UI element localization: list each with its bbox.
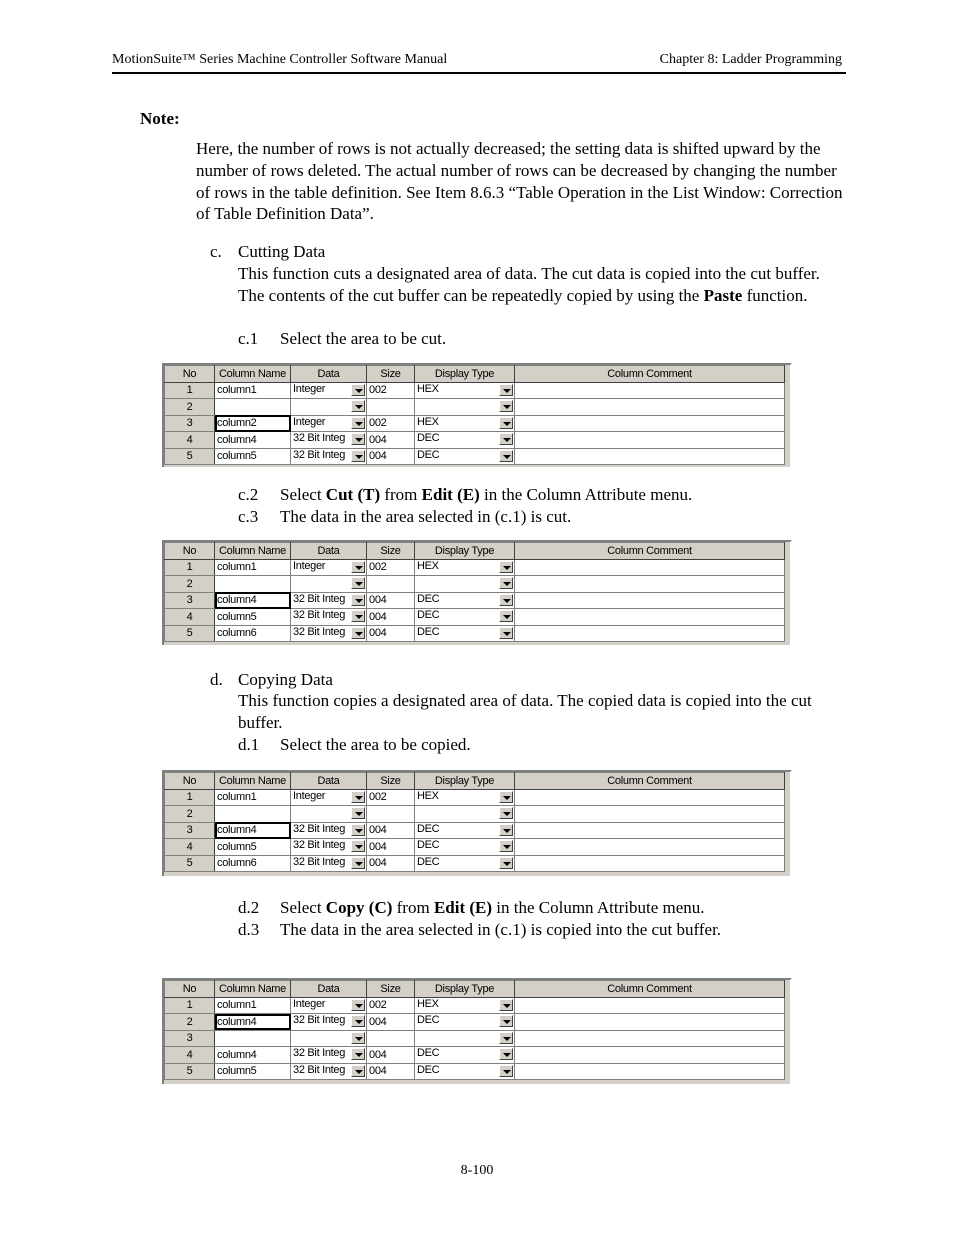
column-name-cell[interactable]: column4 — [215, 432, 291, 449]
display-type-dropdown-value: DEC — [417, 592, 440, 605]
display-type-dropdown[interactable] — [415, 1063, 515, 1080]
step-d1-text: Select the area to be copied. — [280, 735, 471, 754]
cutting-desc-1: This function cuts a designated area of data. The cut data is copied into the cut buffer. The contents of the cut buffer can be repeatedly copied by using the — [238, 264, 820, 305]
step-c2-text-m: from — [380, 485, 422, 504]
data-type-dropdown[interactable] — [291, 839, 367, 856]
column-comment-cell[interactable] — [515, 448, 785, 465]
column-comment-cell[interactable] — [515, 415, 785, 432]
row-number[interactable]: 3 — [165, 592, 215, 609]
column-attribute-grid — [164, 542, 785, 642]
data-type-dropdown[interactable] — [291, 448, 367, 465]
size-cell[interactable]: 002 — [367, 382, 415, 399]
column-comment-cell[interactable] — [515, 1030, 785, 1047]
display-type-dropdown[interactable] — [415, 1030, 515, 1047]
column-name-cell[interactable]: column6 — [215, 855, 291, 872]
table-row — [165, 382, 785, 399]
chevron-down-icon[interactable] — [499, 433, 513, 445]
size-cell[interactable] — [367, 1030, 415, 1047]
step-d2-text-m: from — [392, 898, 434, 917]
header-display-type[interactable]: Display Type — [415, 366, 515, 383]
chevron-down-icon[interactable] — [499, 610, 513, 622]
chevron-down-icon[interactable] — [351, 417, 365, 429]
display-type-dropdown-value: HEX — [417, 997, 439, 1010]
data-type-dropdown[interactable] — [291, 1030, 367, 1047]
column-table-4 — [162, 978, 792, 1084]
size-cell[interactable]: 002 — [367, 789, 415, 806]
header-chapter: Chapter 8: Ladder Programming — [659, 52, 842, 67]
column-comment-cell[interactable] — [515, 1014, 785, 1031]
chevron-down-icon[interactable] — [351, 1015, 365, 1027]
header-no[interactable]: No — [165, 366, 215, 383]
size-cell[interactable]: 004 — [367, 1014, 415, 1031]
step-d2-text-a: Select — [280, 898, 326, 917]
note-label: Note: — [140, 109, 180, 128]
display-type-dropdown[interactable] — [415, 822, 515, 839]
step-d2-text-e: in the Column Attribute menu. — [492, 898, 705, 917]
header-data[interactable]: Data — [291, 773, 367, 790]
header-column-comment[interactable]: Column Comment — [515, 981, 785, 998]
chevron-down-icon[interactable] — [351, 791, 365, 803]
header-size[interactable]: Size — [367, 366, 415, 383]
copying-title: Copying Data — [238, 670, 333, 689]
step-d1-label: d.1 — [238, 735, 260, 754]
column-name-cell[interactable]: column4 — [215, 822, 291, 839]
step-c2-cut-command: Cut (T) — [325, 485, 381, 504]
row-number[interactable]: 1 — [165, 382, 215, 399]
row-number[interactable]: 3 — [165, 1030, 215, 1047]
header-no[interactable]: No — [165, 981, 215, 998]
chevron-down-icon[interactable] — [499, 561, 513, 573]
column-comment-cell[interactable] — [515, 432, 785, 449]
data-type-dropdown-value: 32 Bit Integ — [293, 432, 346, 444]
data-type-dropdown-value: 32 Bit Integ — [293, 592, 346, 605]
row-number[interactable]: 5 — [165, 448, 215, 465]
column-table-1 — [162, 363, 792, 467]
chevron-down-icon[interactable] — [351, 857, 365, 869]
column-name-cell[interactable]: column1 — [215, 559, 291, 576]
note-text: Here, the number of rows is not actually decreased; the setting data is shifted upward by the number of rows deleted. The actual number of rows can be decreased by changing the number of rows in the table definition. See Item 8.6.3 “Table Operation in the List Window: Correction of Table Definition Data”. — [196, 139, 843, 224]
cutting-marker: c. — [210, 242, 222, 261]
step-d3-label: d.3 — [238, 920, 260, 939]
size-cell[interactable]: 004 — [367, 592, 415, 609]
display-type-dropdown[interactable] — [415, 415, 515, 432]
display-type-dropdown[interactable] — [415, 1047, 515, 1064]
display-type-dropdown-value: DEC — [417, 1063, 440, 1076]
column-comment-cell[interactable] — [515, 839, 785, 856]
column-name-cell[interactable]: column1 — [215, 997, 291, 1014]
cutting-heading — [210, 241, 325, 263]
row-number[interactable]: 2 — [165, 576, 215, 593]
display-type-dropdown[interactable] — [415, 609, 515, 626]
row-number[interactable]: 4 — [165, 609, 215, 626]
row-number[interactable]: 2 — [165, 806, 215, 823]
column-name-cell[interactable]: column5 — [215, 839, 291, 856]
column-comment-cell[interactable] — [515, 399, 785, 416]
display-type-dropdown[interactable] — [415, 1014, 515, 1031]
header-data[interactable]: Data — [291, 366, 367, 383]
column-comment-cell[interactable] — [515, 559, 785, 576]
display-type-dropdown[interactable] — [415, 576, 515, 593]
data-type-dropdown[interactable] — [291, 625, 367, 642]
chevron-down-icon[interactable] — [351, 594, 365, 606]
display-type-dropdown-value: DEC — [417, 609, 440, 621]
column-name-cell[interactable]: column6 — [215, 625, 291, 642]
display-type-dropdown-value: DEC — [417, 448, 440, 461]
data-type-dropdown[interactable] — [291, 806, 367, 823]
row-number[interactable]: 1 — [165, 997, 215, 1014]
display-type-dropdown-value: DEC — [417, 1014, 440, 1026]
chevron-down-icon[interactable] — [499, 840, 513, 852]
step-c2-edit-menu: Edit (E) — [421, 485, 480, 504]
size-cell[interactable]: 004 — [367, 1047, 415, 1064]
step-c2 — [238, 484, 692, 506]
chevron-down-icon[interactable] — [351, 450, 365, 462]
chevron-down-icon[interactable] — [499, 1015, 513, 1027]
column-comment-cell[interactable] — [515, 1047, 785, 1064]
table-row — [165, 789, 785, 806]
display-type-dropdown-value: DEC — [417, 432, 440, 444]
chevron-down-icon[interactable] — [351, 1048, 365, 1060]
row-number[interactable]: 2 — [165, 399, 215, 416]
table-row — [165, 592, 785, 609]
data-type-dropdown[interactable] — [291, 1063, 367, 1080]
display-type-dropdown-value: DEC — [417, 855, 440, 868]
display-type-dropdown[interactable] — [415, 806, 515, 823]
size-cell[interactable]: 002 — [367, 997, 415, 1014]
header-column-name[interactable]: Column Name — [215, 366, 291, 383]
table-row — [165, 559, 785, 576]
size-cell[interactable]: 004 — [367, 625, 415, 642]
column-comment-cell[interactable] — [515, 382, 785, 399]
size-cell[interactable] — [367, 399, 415, 416]
size-cell[interactable]: 002 — [367, 415, 415, 432]
chevron-down-icon[interactable] — [351, 807, 365, 819]
step-c3 — [238, 506, 571, 528]
display-type-dropdown-value: DEC — [417, 839, 440, 851]
size-cell[interactable]: 004 — [367, 1063, 415, 1080]
display-type-dropdown[interactable] — [415, 399, 515, 416]
step-c2-label: c.2 — [238, 485, 259, 504]
step-d3 — [238, 919, 721, 941]
data-type-dropdown-value: 32 Bit Integ — [293, 1014, 346, 1026]
display-type-dropdown[interactable] — [415, 382, 515, 399]
step-d2-copy-command: Copy (C) — [325, 898, 393, 917]
row-number[interactable]: 3 — [165, 822, 215, 839]
display-type-dropdown[interactable] — [415, 432, 515, 449]
display-type-dropdown-value: HEX — [417, 789, 439, 802]
column-name-cell[interactable]: column4 — [215, 1047, 291, 1064]
column-attribute-grid — [164, 772, 785, 872]
table-row — [165, 822, 785, 839]
chevron-down-icon[interactable] — [351, 561, 365, 573]
chevron-down-icon[interactable] — [499, 450, 513, 462]
data-type-dropdown-value: Integer — [293, 789, 326, 802]
size-cell[interactable]: 004 — [367, 448, 415, 465]
chevron-down-icon[interactable] — [499, 417, 513, 429]
row-number[interactable]: 4 — [165, 1047, 215, 1064]
display-type-dropdown-value: DEC — [417, 625, 440, 638]
data-type-dropdown[interactable] — [291, 822, 367, 839]
copying-description: This function copies a designated area of data. The copied data is copied into the cut buffer. — [238, 691, 812, 732]
data-type-dropdown[interactable] — [291, 382, 367, 399]
display-type-dropdown[interactable] — [415, 789, 515, 806]
header-manual-title: MotionSuite™ Series Machine Controller Software Manual — [112, 52, 448, 67]
header-size[interactable]: Size — [367, 981, 415, 998]
column-name-cell[interactable] — [215, 399, 291, 416]
header-data[interactable]: Data — [291, 543, 367, 560]
chevron-down-icon[interactable] — [499, 857, 513, 869]
row-number[interactable]: 1 — [165, 559, 215, 576]
header-no[interactable]: No — [165, 543, 215, 560]
table-row — [165, 997, 785, 1014]
column-comment-cell[interactable] — [515, 1063, 785, 1080]
display-type-dropdown[interactable] — [415, 855, 515, 872]
table-row — [165, 609, 785, 626]
data-type-dropdown[interactable] — [291, 415, 367, 432]
column-name-cell[interactable]: column1 — [215, 382, 291, 399]
column-comment-cell[interactable] — [515, 609, 785, 626]
column-name-cell[interactable] — [215, 806, 291, 823]
step-c1-label: c.1 — [238, 329, 259, 348]
column-attribute-grid — [164, 365, 785, 465]
data-type-dropdown[interactable] — [291, 559, 367, 576]
chevron-down-icon[interactable] — [351, 433, 365, 445]
copying-heading — [210, 669, 333, 691]
header-data[interactable]: Data — [291, 981, 367, 998]
table-row — [165, 448, 785, 465]
cutting-title: Cutting Data — [238, 242, 326, 261]
column-comment-cell[interactable] — [515, 625, 785, 642]
table-row — [165, 399, 785, 416]
header-size[interactable]: Size — [367, 543, 415, 560]
data-type-dropdown[interactable] — [291, 576, 367, 593]
data-type-dropdown[interactable] — [291, 592, 367, 609]
display-type-dropdown[interactable] — [415, 839, 515, 856]
row-number[interactable]: 4 — [165, 839, 215, 856]
data-type-dropdown[interactable] — [291, 789, 367, 806]
header-display-type[interactable]: Display Type — [415, 981, 515, 998]
column-comment-cell[interactable] — [515, 576, 785, 593]
header-column-name[interactable]: Column Name — [215, 981, 291, 998]
chevron-down-icon[interactable] — [499, 807, 513, 819]
header-display-type[interactable]: Display Type — [415, 773, 515, 790]
data-type-dropdown-value: Integer — [293, 382, 326, 395]
step-d2 — [238, 897, 705, 919]
column-table-2 — [162, 540, 792, 645]
display-type-dropdown[interactable] — [415, 592, 515, 609]
step-d3-text: The data in the area selected in (c.1) is copied into the cut buffer. — [280, 920, 722, 939]
data-type-dropdown-value: 32 Bit Integ — [293, 625, 346, 638]
size-cell[interactable]: 004 — [367, 432, 415, 449]
chevron-down-icon[interactable] — [499, 1065, 513, 1077]
data-type-dropdown-value: 32 Bit Integ — [293, 1047, 346, 1059]
chevron-down-icon[interactable] — [351, 840, 365, 852]
data-type-dropdown[interactable] — [291, 997, 367, 1014]
display-type-dropdown[interactable] — [415, 625, 515, 642]
table-row — [165, 576, 785, 593]
column-name-cell[interactable]: column1 — [215, 789, 291, 806]
step-d2-label: d.2 — [238, 898, 260, 917]
chevron-down-icon[interactable] — [499, 999, 513, 1011]
column-comment-cell[interactable] — [515, 592, 785, 609]
chevron-down-icon[interactable] — [499, 1032, 513, 1044]
column-comment-cell[interactable] — [515, 855, 785, 872]
chevron-down-icon[interactable] — [351, 1065, 365, 1077]
data-type-dropdown-value: Integer — [293, 559, 326, 572]
table-row — [165, 1047, 785, 1064]
size-cell[interactable] — [367, 806, 415, 823]
header-column-comment[interactable]: Column Comment — [515, 366, 785, 383]
step-d1 — [238, 734, 471, 756]
display-type-dropdown-value: DEC — [417, 822, 440, 835]
display-type-dropdown[interactable] — [415, 559, 515, 576]
row-number[interactable]: 1 — [165, 789, 215, 806]
step-c1-text: Select the area to be cut. — [280, 329, 447, 348]
chevron-down-icon[interactable] — [499, 791, 513, 803]
column-comment-cell[interactable] — [515, 806, 785, 823]
display-type-dropdown-value: HEX — [417, 382, 439, 395]
step-c3-label: c.3 — [238, 507, 259, 526]
data-type-dropdown-value: Integer — [293, 415, 326, 428]
chevron-down-icon[interactable] — [499, 627, 513, 639]
header-column-name[interactable]: Column Name — [215, 773, 291, 790]
data-type-dropdown[interactable] — [291, 1047, 367, 1064]
column-comment-cell[interactable] — [515, 789, 785, 806]
header-display-type[interactable]: Display Type — [415, 543, 515, 560]
data-type-dropdown-value: 32 Bit Integ — [293, 839, 346, 851]
step-c3-text: The data in the area selected in (c.1) is cut. — [280, 507, 572, 526]
chevron-down-icon[interactable] — [351, 610, 365, 622]
chevron-down-icon[interactable] — [499, 577, 513, 589]
size-cell[interactable]: 002 — [367, 559, 415, 576]
data-type-dropdown[interactable] — [291, 432, 367, 449]
data-type-dropdown-value: 32 Bit Integ — [293, 822, 346, 835]
step-c1 — [238, 328, 446, 350]
cutting-desc-2: function. — [742, 285, 808, 305]
data-type-dropdown-value: 32 Bit Integ — [293, 609, 346, 621]
chevron-down-icon[interactable] — [351, 999, 365, 1011]
column-name-cell[interactable] — [215, 1030, 291, 1047]
chevron-down-icon[interactable] — [351, 824, 365, 836]
step-d2-edit-menu: Edit (E) — [433, 898, 493, 917]
chevron-down-icon[interactable] — [499, 594, 513, 606]
table-row — [165, 839, 785, 856]
column-comment-cell[interactable] — [515, 997, 785, 1014]
data-type-dropdown-value: 32 Bit Integ — [293, 855, 346, 868]
column-attribute-grid — [164, 980, 785, 1080]
page-number: 8-100 — [460, 1163, 494, 1178]
header-size[interactable]: Size — [367, 773, 415, 790]
copying-marker: d. — [210, 670, 223, 689]
header-no[interactable]: No — [165, 773, 215, 790]
page-header — [112, 52, 846, 74]
row-number[interactable]: 5 — [165, 1063, 215, 1080]
table-row — [165, 806, 785, 823]
display-type-dropdown[interactable] — [415, 448, 515, 465]
display-type-dropdown-value: HEX — [417, 415, 439, 428]
header-column-comment[interactable]: Column Comment — [515, 773, 785, 790]
chevron-down-icon[interactable] — [499, 384, 513, 396]
data-type-dropdown-value: 32 Bit Integ — [293, 448, 346, 461]
column-name-cell[interactable]: column2 — [215, 415, 291, 432]
table-row — [165, 415, 785, 432]
table-row — [165, 855, 785, 872]
row-number[interactable]: 5 — [165, 625, 215, 642]
column-name-cell[interactable]: column5 — [215, 1063, 291, 1080]
column-name-cell[interactable]: column5 — [215, 448, 291, 465]
table-row — [165, 625, 785, 642]
column-name-cell[interactable]: column4 — [215, 592, 291, 609]
chevron-down-icon[interactable] — [499, 824, 513, 836]
data-type-dropdown[interactable] — [291, 855, 367, 872]
data-type-dropdown[interactable] — [291, 609, 367, 626]
size-cell[interactable]: 004 — [367, 855, 415, 872]
size-cell[interactable]: 004 — [367, 609, 415, 626]
data-type-dropdown-value: Integer — [293, 997, 326, 1010]
display-type-dropdown[interactable] — [415, 997, 515, 1014]
table-row — [165, 1014, 785, 1031]
column-name-cell[interactable] — [215, 576, 291, 593]
data-type-dropdown-value: 32 Bit Integ — [293, 1063, 346, 1076]
header-column-comment[interactable]: Column Comment — [515, 543, 785, 560]
cutting-desc-paste: Paste — [703, 285, 743, 305]
data-type-dropdown[interactable] — [291, 399, 367, 416]
step-c2-text-a: Select — [280, 485, 326, 504]
chevron-down-icon[interactable] — [499, 1048, 513, 1060]
table-row — [165, 1030, 785, 1047]
row-number[interactable]: 4 — [165, 432, 215, 449]
data-type-dropdown[interactable] — [291, 1014, 367, 1031]
chevron-down-icon[interactable] — [351, 400, 365, 412]
column-comment-cell[interactable] — [515, 822, 785, 839]
chevron-down-icon[interactable] — [499, 400, 513, 412]
column-name-cell[interactable]: column4 — [215, 1014, 291, 1031]
chevron-down-icon[interactable] — [351, 1032, 365, 1044]
display-type-dropdown-value: DEC — [417, 1047, 440, 1059]
size-cell[interactable]: 004 — [367, 822, 415, 839]
chevron-down-icon[interactable] — [351, 627, 365, 639]
row-number[interactable]: 5 — [165, 855, 215, 872]
chevron-down-icon[interactable] — [351, 384, 365, 396]
table-row — [165, 1063, 785, 1080]
cutting-description — [238, 263, 846, 307]
column-name-cell[interactable]: column5 — [215, 609, 291, 626]
header-column-name[interactable]: Column Name — [215, 543, 291, 560]
size-cell[interactable]: 004 — [367, 839, 415, 856]
row-number[interactable]: 2 — [165, 1014, 215, 1031]
row-number[interactable]: 3 — [165, 415, 215, 432]
step-c2-text-e: in the Column Attribute menu. — [479, 485, 693, 504]
size-cell[interactable] — [367, 576, 415, 593]
column-table-3 — [162, 770, 792, 876]
chevron-down-icon[interactable] — [351, 577, 365, 589]
table-row — [165, 432, 785, 449]
display-type-dropdown-value: HEX — [417, 559, 439, 572]
